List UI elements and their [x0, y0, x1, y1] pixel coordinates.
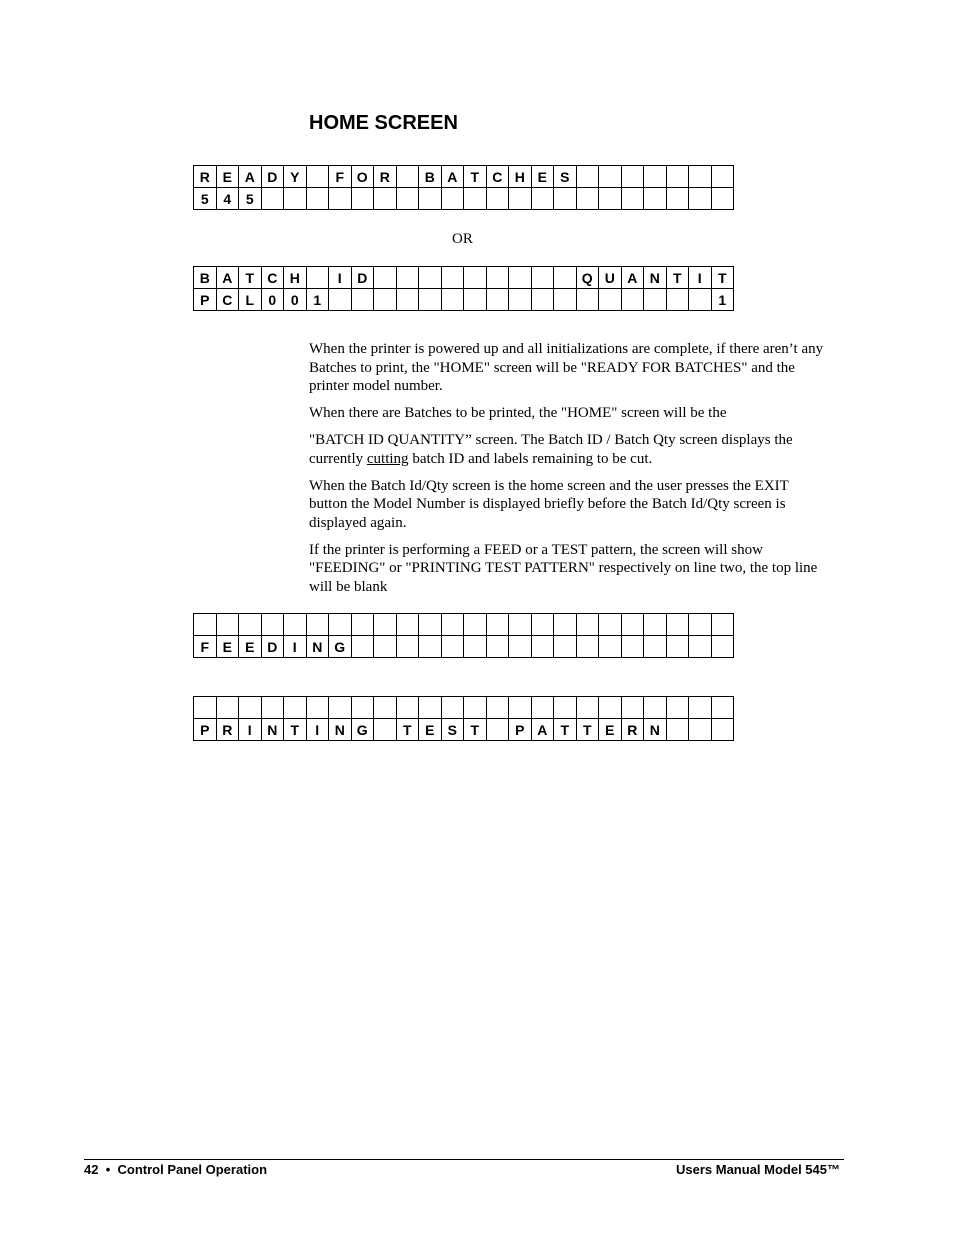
lcd-cell [689, 289, 712, 311]
lcd-cell [374, 719, 397, 741]
lcd-cell [486, 267, 509, 289]
lcd-cell [351, 188, 374, 210]
paragraph-feed-test: If the printer is performing a FEED or a TEST pattern, the screen will show "FEEDING" or "PRINTING TEST PATTERN" respectively on line two, the top line will be blank [309, 541, 818, 595]
lcd-cell [419, 614, 442, 636]
lcd-cell [284, 697, 307, 719]
lcd-cell: C [261, 267, 284, 289]
lcd-cell: C [216, 289, 239, 311]
lcd-cell [441, 614, 464, 636]
lcd-cell [711, 697, 734, 719]
lcd-cell [329, 289, 352, 311]
lcd-cell [689, 188, 712, 210]
lcd-cell [464, 188, 487, 210]
lcd-cell [306, 614, 329, 636]
lcd-display-ready [193, 165, 734, 210]
lcd-cell [464, 267, 487, 289]
lcd-cell: C [486, 166, 509, 188]
lcd-cell [486, 289, 509, 311]
lcd-cell [666, 719, 689, 741]
lcd-cell [711, 188, 734, 210]
lcd-cell: E [216, 636, 239, 658]
lcd-cell [306, 697, 329, 719]
lcd-cell: E [531, 166, 554, 188]
lcd-cell [261, 188, 284, 210]
lcd-display-test-pattern [193, 696, 734, 741]
lcd-cell [396, 267, 419, 289]
lcd-cell [644, 166, 667, 188]
lcd-cell [621, 188, 644, 210]
lcd-cell: E [419, 719, 442, 741]
lcd-cell [329, 614, 352, 636]
paragraph-powerup: When the printer is powered up and all initializations are complete, if there aren’t any Batches to print, the "HOME" screen will be "READY FOR BATCHES" and the printer model number. [309, 341, 824, 394]
lcd-cell: B [194, 267, 217, 289]
lcd-cell [329, 188, 352, 210]
lcd-cell [351, 636, 374, 658]
lcd-cell [666, 188, 689, 210]
lcd-cell: T [576, 719, 599, 741]
lcd-row1 [194, 166, 734, 188]
lcd-cell [284, 614, 307, 636]
lcd-cell: 0 [284, 289, 307, 311]
lcd-cell [261, 614, 284, 636]
lcd-cell [509, 697, 532, 719]
or-separator: OR [452, 231, 473, 247]
lcd-cell [644, 636, 667, 658]
lcd-cell [599, 166, 622, 188]
lcd-cell: H [509, 166, 532, 188]
lcd-cell: 1 [306, 289, 329, 311]
lcd-cell [351, 614, 374, 636]
lcd-cell: L [239, 289, 262, 311]
lcd-cell [599, 614, 622, 636]
lcd-display-feeding [193, 613, 734, 658]
lcd-cell: S [554, 166, 577, 188]
lcd-cell [351, 697, 374, 719]
lcd-cell: 5 [239, 188, 262, 210]
lcd-cell: A [531, 719, 554, 741]
lcd-cell: A [216, 267, 239, 289]
lcd-cell [711, 636, 734, 658]
lcd-cell [486, 697, 509, 719]
lcd-cell [554, 188, 577, 210]
lcd-cell: B [419, 166, 442, 188]
lcd-cell [531, 614, 554, 636]
lcd-cell: O [351, 166, 374, 188]
lcd-row1 [194, 267, 734, 289]
lcd-cell [531, 289, 554, 311]
lcd-cell [486, 614, 509, 636]
lcd-cell: T [711, 267, 734, 289]
lcd-cell [216, 697, 239, 719]
lcd-cell [689, 636, 712, 658]
footer-left [84, 1162, 267, 1177]
lcd-cell: I [306, 719, 329, 741]
lcd-cell [419, 289, 442, 311]
lcd-cell [374, 289, 397, 311]
paragraph-exit: When the Batch Id/Qty screen is the home screen and the user presses the EXIT button the Model Number is displayed briefly before the Batch Id/Qty screen is displayed again. [309, 477, 789, 531]
lcd-cell: T [284, 719, 307, 741]
lcd-cell: P [509, 719, 532, 741]
lcd-cell: Y [284, 166, 307, 188]
lcd-cell [554, 267, 577, 289]
lcd-cell [396, 289, 419, 311]
lcd-cell: N [644, 719, 667, 741]
lcd-cell [464, 289, 487, 311]
lcd-cell: I [284, 636, 307, 658]
lcd-cell [464, 697, 487, 719]
lcd-cell [531, 188, 554, 210]
lcd-cell [666, 636, 689, 658]
underlined-word-cutting: cutting [366, 450, 409, 467]
lcd-cell: S [441, 719, 464, 741]
lcd-cell [464, 614, 487, 636]
lcd-cell: 0 [261, 289, 284, 311]
lcd-cell: R [374, 166, 397, 188]
lcd-cell: I [329, 267, 352, 289]
lcd-cell [509, 267, 532, 289]
page-heading: HOME SCREEN [309, 112, 458, 134]
lcd-cell: U [599, 267, 622, 289]
lcd-cell: R [194, 166, 217, 188]
lcd-cell: P [194, 289, 217, 311]
lcd-cell [666, 289, 689, 311]
lcd-cell [531, 697, 554, 719]
lcd-cell [351, 289, 374, 311]
lcd-cell [374, 697, 397, 719]
lcd-row2 [194, 636, 734, 658]
footer-section: Control Panel Operation [117, 1162, 268, 1177]
lcd-cell [441, 267, 464, 289]
lcd-cell [374, 614, 397, 636]
lcd-cell: T [239, 267, 262, 289]
lcd-cell [599, 188, 622, 210]
lcd-cell [486, 636, 509, 658]
lcd-cell: I [239, 719, 262, 741]
lcd-cell [554, 636, 577, 658]
lcd-cell [441, 188, 464, 210]
lcd-cell [419, 188, 442, 210]
footer-rule [84, 1159, 844, 1160]
lcd-cell [576, 697, 599, 719]
lcd-cell [486, 719, 509, 741]
lcd-cell [441, 697, 464, 719]
lcd-cell: G [351, 719, 374, 741]
lcd-cell [419, 636, 442, 658]
lcd-cell: A [441, 166, 464, 188]
lcd-cell: P [194, 719, 217, 741]
lcd-cell [239, 614, 262, 636]
lcd-cell: T [554, 719, 577, 741]
lcd-cell [441, 289, 464, 311]
lcd-cell [329, 697, 352, 719]
lcd-cell [711, 614, 734, 636]
lcd-cell: N [329, 719, 352, 741]
lcd-cell [689, 719, 712, 741]
lcd-cell [711, 166, 734, 188]
lcd-cell [576, 289, 599, 311]
lcd-cell [689, 166, 712, 188]
lcd-cell: N [644, 267, 667, 289]
lcd-cell [306, 166, 329, 188]
lcd-cell [644, 697, 667, 719]
lcd-cell [374, 636, 397, 658]
lcd-cell [531, 267, 554, 289]
lcd-cell: F [194, 636, 217, 658]
lcd-row2 [194, 719, 734, 741]
lcd-cell: D [261, 166, 284, 188]
lcd-cell: D [351, 267, 374, 289]
lcd-cell [419, 697, 442, 719]
lcd-cell: 5 [194, 188, 217, 210]
lcd-cell [599, 697, 622, 719]
description-text [309, 340, 829, 605]
lcd-cell [689, 614, 712, 636]
lcd-cell [666, 614, 689, 636]
lcd-cell: N [306, 636, 329, 658]
lcd-cell [621, 636, 644, 658]
lcd-cell [396, 636, 419, 658]
lcd-cell [554, 697, 577, 719]
lcd-cell [554, 289, 577, 311]
lcd-cell [576, 614, 599, 636]
paragraph-batches: When there are Batches to be printed, the "HOME" screen will be the [309, 405, 727, 421]
lcd-cell: R [216, 719, 239, 741]
lcd-cell: A [239, 166, 262, 188]
lcd-cell: A [621, 267, 644, 289]
paragraph-batch-id-text-c: batch ID and labels remaining to be cut. [408, 450, 653, 467]
lcd-cell [374, 188, 397, 210]
lcd-cell [396, 166, 419, 188]
lcd-cell [306, 188, 329, 210]
lcd-cell: T [464, 166, 487, 188]
lcd-cell: N [261, 719, 284, 741]
lcd-cell [576, 636, 599, 658]
lcd-cell [599, 636, 622, 658]
lcd-cell [396, 614, 419, 636]
lcd-cell: E [599, 719, 622, 741]
lcd-cell [576, 166, 599, 188]
lcd-cell: D [261, 636, 284, 658]
lcd-cell: Q [576, 267, 599, 289]
lcd-cell [621, 289, 644, 311]
lcd-cell [486, 188, 509, 210]
lcd-cell [621, 614, 644, 636]
lcd-cell [666, 697, 689, 719]
lcd-cell [194, 614, 217, 636]
lcd-cell [666, 166, 689, 188]
lcd-cell [509, 614, 532, 636]
footer-bullet: • [105, 1162, 111, 1177]
lcd-cell: G [329, 636, 352, 658]
lcd-row1 [194, 614, 734, 636]
lcd-cell [306, 267, 329, 289]
lcd-cell [284, 188, 307, 210]
lcd-cell [644, 289, 667, 311]
lcd-cell [621, 166, 644, 188]
paragraph-batch-id-text-a: "BATCH ID QUANTITY” screen. The Batch ID / Batch Qty screen displays the currently [309, 432, 793, 467]
lcd-cell [464, 636, 487, 658]
lcd-cell [194, 697, 217, 719]
lcd-cell [396, 188, 419, 210]
lcd-cell [531, 636, 554, 658]
lcd-cell: F [329, 166, 352, 188]
lcd-cell: I [689, 267, 712, 289]
lcd-cell [644, 188, 667, 210]
lcd-cell [509, 289, 532, 311]
lcd-cell [711, 719, 734, 741]
lcd-cell [509, 636, 532, 658]
lcd-cell [216, 614, 239, 636]
lcd-cell [396, 697, 419, 719]
lcd-cell [554, 614, 577, 636]
paragraph-batch-id-screen [309, 431, 829, 468]
lcd-display-batch [193, 266, 734, 311]
lcd-cell: 4 [216, 188, 239, 210]
lcd-cell [261, 697, 284, 719]
lcd-cell: E [216, 166, 239, 188]
lcd-cell [239, 697, 262, 719]
lcd-cell [509, 188, 532, 210]
lcd-cell [576, 188, 599, 210]
lcd-cell [441, 636, 464, 658]
lcd-cell [599, 289, 622, 311]
lcd-cell [689, 697, 712, 719]
lcd-row2 [194, 289, 734, 311]
lcd-cell: T [464, 719, 487, 741]
lcd-row2 [194, 188, 734, 210]
lcd-cell: R [621, 719, 644, 741]
footer-manual-title: Users Manual Model 545™ [676, 1162, 840, 1177]
lcd-row1 [194, 697, 734, 719]
lcd-cell [419, 267, 442, 289]
lcd-cell [374, 267, 397, 289]
lcd-cell [621, 697, 644, 719]
page-number: 42 [84, 1162, 99, 1177]
lcd-cell: T [666, 267, 689, 289]
lcd-cell: 1 [711, 289, 734, 311]
lcd-cell [644, 614, 667, 636]
lcd-cell: H [284, 267, 307, 289]
lcd-cell: E [239, 636, 262, 658]
lcd-cell: T [396, 719, 419, 741]
